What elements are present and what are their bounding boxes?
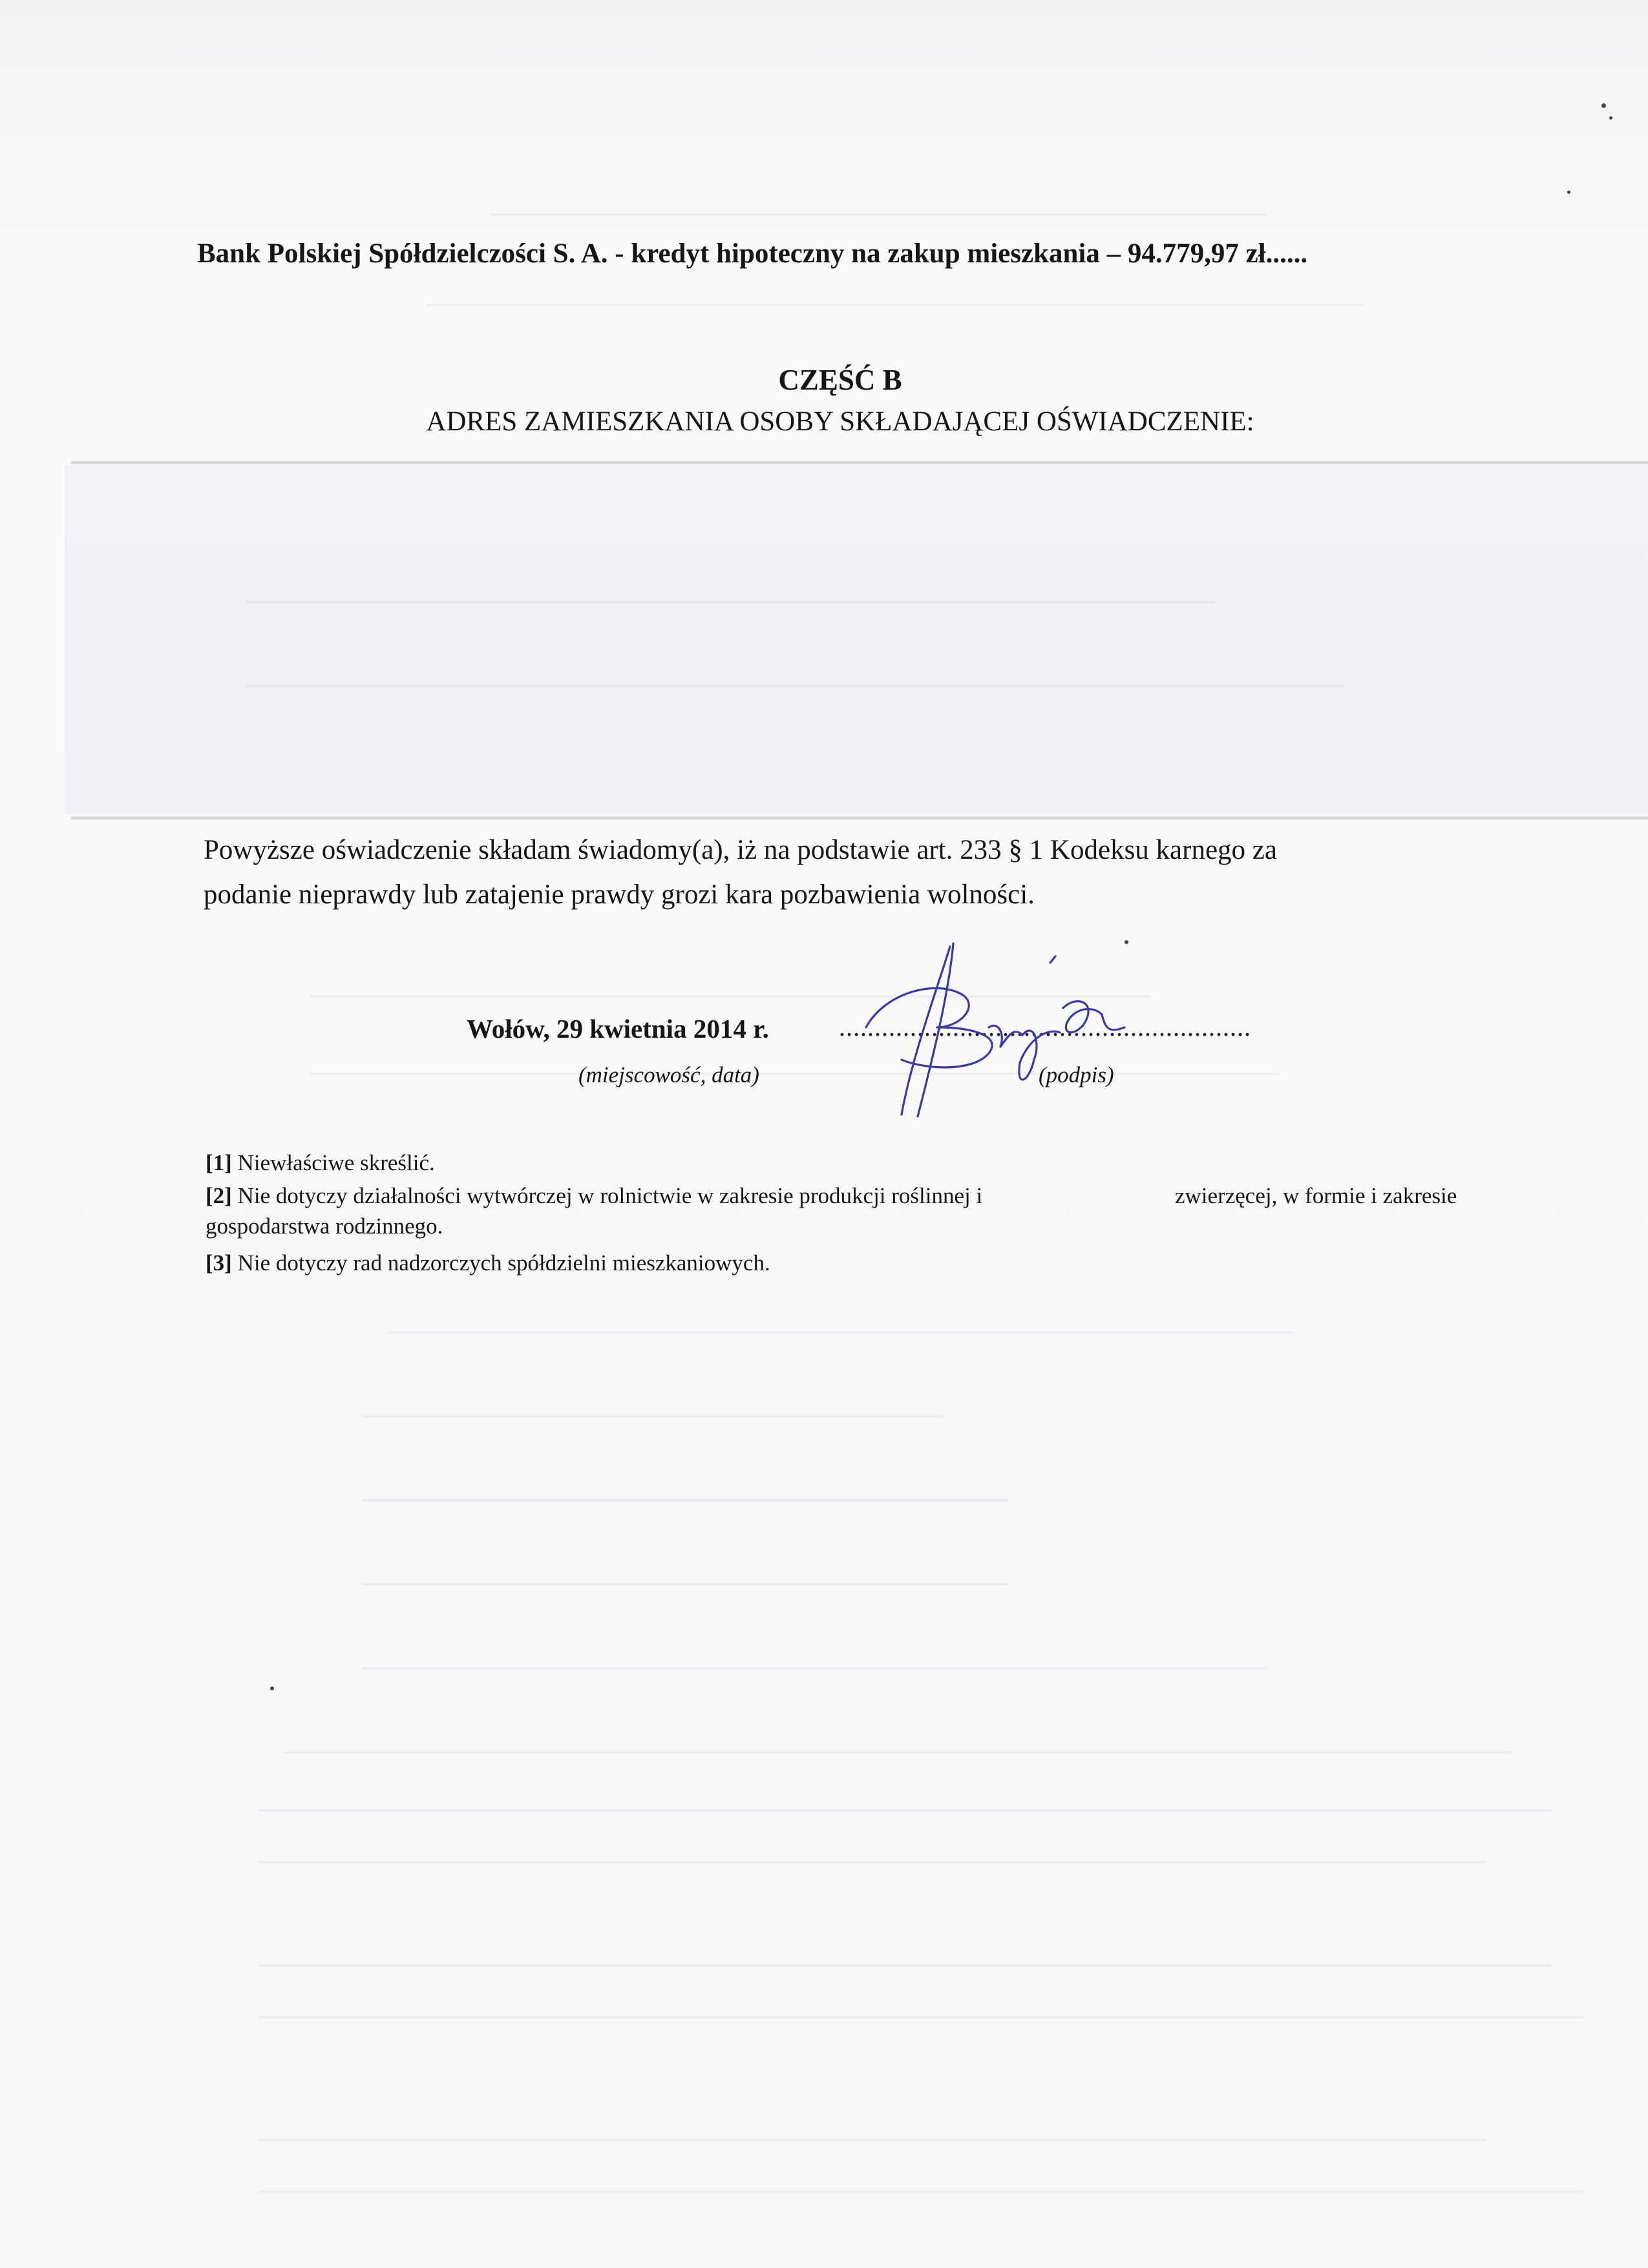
document-title-line: Bank Polskiej Spółdzielczości S. A. - kredyt hipoteczny na zakup mieszkania – 94.779,97 zł...... — [197, 238, 1308, 269]
footnote-2-text-continued: zwierzęcej, w formie i zakresie — [1175, 1183, 1457, 1208]
scan-speck — [270, 1686, 274, 1690]
declaration-line-2: podanie nieprawdy lub zatajenie prawdy grozi kara pozbawienia wolności. — [204, 879, 1035, 910]
footnote-2-text-wrap: gospodarstwa rodzinnego. — [206, 1213, 443, 1239]
fold-line-top — [71, 460, 1648, 465]
section-subtitle: ADRES ZAMIESZKANIA OSOBY SKŁADAJĄCEJ OŚWIADCZENIE: — [426, 406, 1254, 437]
footnote-2-text: Nie dotyczy działalności wytwórczej w rolnictwie w zakresie produkcji roślinnej i — [237, 1183, 983, 1208]
scan-speck — [1601, 103, 1606, 108]
place-date-caption: (miejscowość, data) — [578, 1062, 759, 1087]
signature-caption: (podpis) — [1039, 1062, 1114, 1087]
fold-line-bottom — [71, 815, 1648, 821]
scan-speck — [1567, 191, 1570, 194]
footnote-3 — [206, 1246, 770, 1281]
footnote-1-number: [1] — [206, 1150, 232, 1175]
place-date: Wołów, 29 kwietnia 2014 r. — [467, 1014, 769, 1044]
footnote-3-text: Nie dotyczy rad nadzorczych spółdzielni mieszkaniowych. — [237, 1250, 770, 1276]
section-label: CZĘŚĆ B — [778, 364, 902, 396]
footnote-1 — [206, 1146, 435, 1181]
folded-overlay-strip — [65, 465, 1648, 814]
scan-speck — [1125, 940, 1128, 944]
handwritten-signature — [840, 930, 1137, 1118]
footnote-3-number: [3] — [206, 1250, 232, 1276]
footnote-1-text: Niewłaściwe skreślić. — [237, 1150, 435, 1175]
footnote-2-number: [2] — [206, 1183, 232, 1208]
scan-speck — [1609, 116, 1612, 120]
footnote-2 — [206, 1179, 982, 1213]
declaration-line-1: Powyższe oświadczenie składam świadomy(a), iż na podstawie art. 233 § 1 Kodeksu karnego za — [204, 835, 1277, 865]
signature-dotted-line: .......................................................... — [839, 1013, 1251, 1042]
